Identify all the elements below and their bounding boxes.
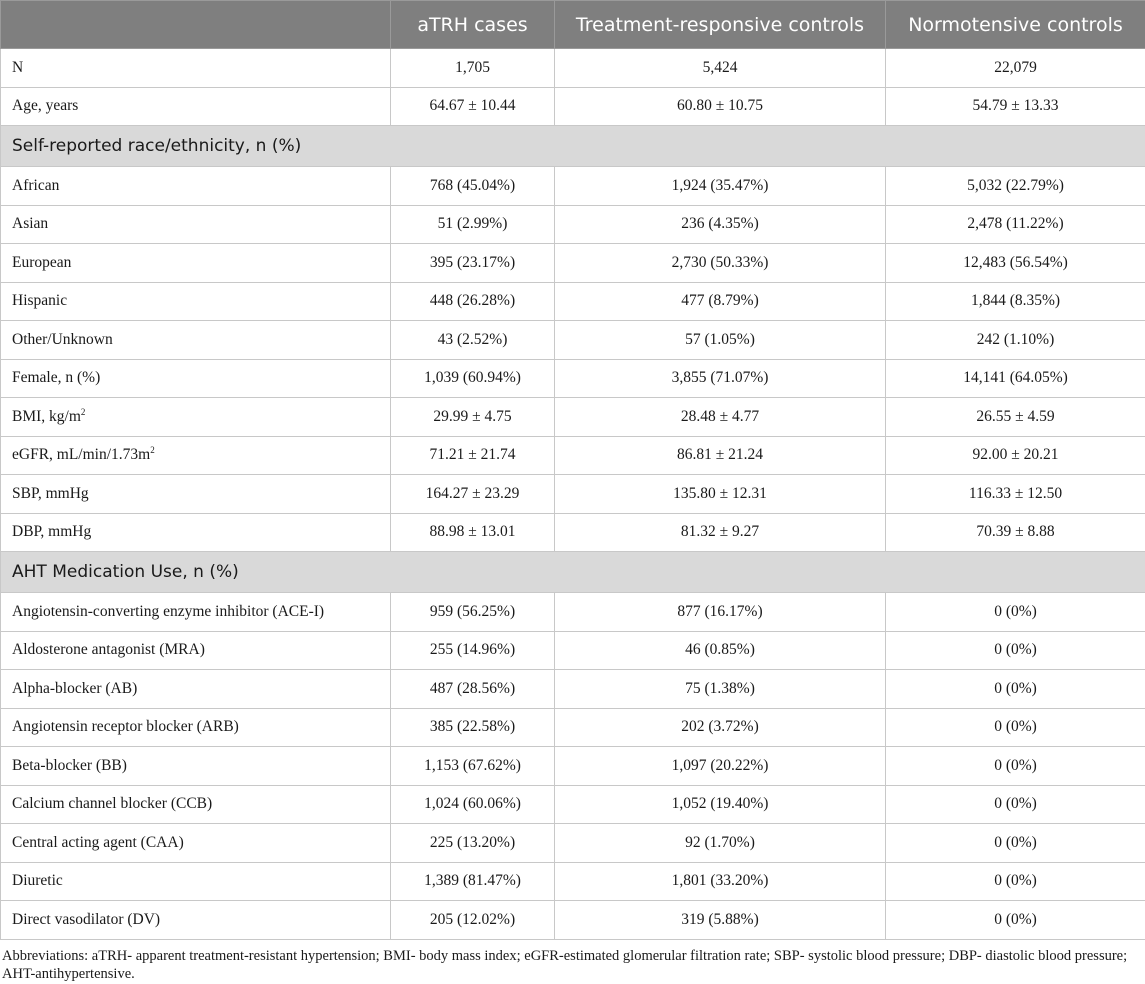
row-label: Angiotensin-converting enzyme inhibitor (ACE-I) <box>1 593 391 632</box>
row-label: Alpha-blocker (AB) <box>1 670 391 709</box>
cell-normotensive: 26.55 ± 4.59 <box>886 398 1145 437</box>
cell-normotensive: 1,844 (8.35%) <box>886 282 1145 321</box>
row-label: Female, n (%) <box>1 359 391 398</box>
cell-responsive: 1,097 (20.22%) <box>555 747 886 786</box>
cell-responsive: 92 (1.70%) <box>555 824 886 863</box>
cell-normotensive: 12,483 (56.54%) <box>886 244 1145 283</box>
table-row-bb <box>1 747 1145 786</box>
section-row-aht <box>1 552 1145 593</box>
cell-responsive: 477 (8.79%) <box>555 282 886 321</box>
row-label: SBP, mmHg <box>1 475 391 514</box>
row-label-text: BMI, kg/m <box>12 407 81 425</box>
row-label-text: eGFR, mL/min/1.73m <box>12 446 151 464</box>
cell-normotensive: 0 (0%) <box>886 785 1145 824</box>
table-row-ccb <box>1 785 1145 824</box>
table-row-asian <box>1 205 1145 244</box>
row-label: African <box>1 167 391 206</box>
cell-atrh: 487 (28.56%) <box>391 670 555 709</box>
cell-responsive: 5,424 <box>555 49 886 88</box>
cell-normotensive: 0 (0%) <box>886 670 1145 709</box>
cell-responsive: 135.80 ± 12.31 <box>555 475 886 514</box>
superscript: 2 <box>150 445 155 456</box>
cell-atrh: 448 (26.28%) <box>391 282 555 321</box>
row-label: N <box>1 49 391 88</box>
row-label: Calcium channel blocker (CCB) <box>1 785 391 824</box>
header-cell-atrh: aTRH cases <box>391 1 555 49</box>
cell-responsive: 236 (4.35%) <box>555 205 886 244</box>
header-cell-responsive: Treatment-responsive controls <box>555 1 886 49</box>
row-label: Direct vasodilator (DV) <box>1 901 391 940</box>
table-row-female <box>1 359 1145 398</box>
table-row-other <box>1 321 1145 360</box>
cell-atrh: 164.27 ± 23.29 <box>391 475 555 514</box>
cell-normotensive: 22,079 <box>886 49 1145 88</box>
cell-responsive: 877 (16.17%) <box>555 593 886 632</box>
cell-normotensive: 0 (0%) <box>886 824 1145 863</box>
cell-atrh: 255 (14.96%) <box>391 631 555 670</box>
row-label: Central acting agent (CAA) <box>1 824 391 863</box>
cell-responsive: 3,855 (71.07%) <box>555 359 886 398</box>
cell-atrh: 64.67 ± 10.44 <box>391 87 555 126</box>
cell-responsive: 75 (1.38%) <box>555 670 886 709</box>
cell-normotensive: 70.39 ± 8.88 <box>886 513 1145 552</box>
cell-responsive: 319 (5.88%) <box>555 901 886 940</box>
row-label: Other/Unknown <box>1 321 391 360</box>
cell-normotensive: 0 (0%) <box>886 631 1145 670</box>
table-row-arb <box>1 708 1145 747</box>
cell-responsive: 1,924 (35.47%) <box>555 167 886 206</box>
table-row-mra <box>1 631 1145 670</box>
cell-normotensive: 5,032 (22.79%) <box>886 167 1145 206</box>
row-label: Diuretic <box>1 862 391 901</box>
row-label <box>1 436 391 475</box>
row-label: Angiotensin receptor blocker (ARB) <box>1 708 391 747</box>
cell-responsive: 86.81 ± 21.24 <box>555 436 886 475</box>
row-label: Age, years <box>1 87 391 126</box>
row-label: Aldosterone antagonist (MRA) <box>1 631 391 670</box>
cell-normotensive: 0 (0%) <box>886 901 1145 940</box>
table-row-caa <box>1 824 1145 863</box>
cell-atrh: 1,389 (81.47%) <box>391 862 555 901</box>
table-row-hispanic <box>1 282 1145 321</box>
header-cell-label <box>1 1 391 49</box>
section-row-race <box>1 126 1145 167</box>
row-label: Hispanic <box>1 282 391 321</box>
cell-atrh: 88.98 ± 13.01 <box>391 513 555 552</box>
cell-responsive: 202 (3.72%) <box>555 708 886 747</box>
cell-atrh: 71.21 ± 21.74 <box>391 436 555 475</box>
cell-atrh: 395 (23.17%) <box>391 244 555 283</box>
cell-responsive: 28.48 ± 4.77 <box>555 398 886 437</box>
cell-responsive: 2,730 (50.33%) <box>555 244 886 283</box>
table-row-bmi <box>1 398 1145 437</box>
table-row-ab <box>1 670 1145 709</box>
cell-responsive: 46 (0.85%) <box>555 631 886 670</box>
row-label: European <box>1 244 391 283</box>
table-row-dv <box>1 901 1145 940</box>
table-row-sbp <box>1 475 1145 514</box>
table-row-diuretic <box>1 862 1145 901</box>
table-row-dbp <box>1 513 1145 552</box>
cell-normotensive: 0 (0%) <box>886 747 1145 786</box>
cell-responsive: 60.80 ± 10.75 <box>555 87 886 126</box>
cell-atrh: 51 (2.99%) <box>391 205 555 244</box>
header-cell-normotensive: Normotensive controls <box>886 1 1145 49</box>
cell-atrh: 1,024 (60.06%) <box>391 785 555 824</box>
cell-atrh: 43 (2.52%) <box>391 321 555 360</box>
section-heading: AHT Medication Use, n (%) <box>1 552 1145 593</box>
cell-atrh: 959 (56.25%) <box>391 593 555 632</box>
section-heading: Self-reported race/ethnicity, n (%) <box>1 126 1145 167</box>
cell-normotensive: 14,141 (64.05%) <box>886 359 1145 398</box>
cell-atrh: 1,039 (60.94%) <box>391 359 555 398</box>
cell-normotensive: 116.33 ± 12.50 <box>886 475 1145 514</box>
table-row-african <box>1 167 1145 206</box>
cell-atrh: 225 (13.20%) <box>391 824 555 863</box>
header-row <box>1 1 1145 49</box>
cell-responsive: 57 (1.05%) <box>555 321 886 360</box>
cell-normotensive: 2,478 (11.22%) <box>886 205 1145 244</box>
cell-normotensive: 0 (0%) <box>886 708 1145 747</box>
table-row-european <box>1 244 1145 283</box>
cell-normotensive: 0 (0%) <box>886 862 1145 901</box>
cell-normotensive: 54.79 ± 13.33 <box>886 87 1145 126</box>
row-label: DBP, mmHg <box>1 513 391 552</box>
cell-responsive: 1,801 (33.20%) <box>555 862 886 901</box>
row-label: Beta-blocker (BB) <box>1 747 391 786</box>
footnote: Abbreviations: aTRH- apparent treatment-resistant hypertension; BMI- body mass index; eGFR-estimated glomerular filtration rate; SBP- systolic blood pressure; DBP- diastolic blood pressure; AHT-antihypertensive. <box>2 948 1128 982</box>
table-row-egfr <box>1 436 1145 475</box>
table-row-age <box>1 87 1145 126</box>
superscript: 2 <box>80 406 86 417</box>
row-label: Asian <box>1 205 391 244</box>
cell-responsive: 1,052 (19.40%) <box>555 785 886 824</box>
cell-atrh: 1,153 (67.62%) <box>391 747 555 786</box>
cell-atrh: 1,705 <box>391 49 555 88</box>
cell-atrh: 205 (12.02%) <box>391 901 555 940</box>
cell-atrh: 768 (45.04%) <box>391 167 555 206</box>
table-row-n <box>1 49 1145 88</box>
cell-normotensive: 0 (0%) <box>886 593 1145 632</box>
table-row-acei <box>1 593 1145 632</box>
row-label <box>1 398 391 437</box>
cell-atrh: 29.99 ± 4.75 <box>391 398 555 437</box>
cell-normotensive: 92.00 ± 20.21 <box>886 436 1145 475</box>
cell-responsive: 81.32 ± 9.27 <box>555 513 886 552</box>
cell-normotensive: 242 (1.10%) <box>886 321 1145 360</box>
cell-atrh: 385 (22.58%) <box>391 708 555 747</box>
